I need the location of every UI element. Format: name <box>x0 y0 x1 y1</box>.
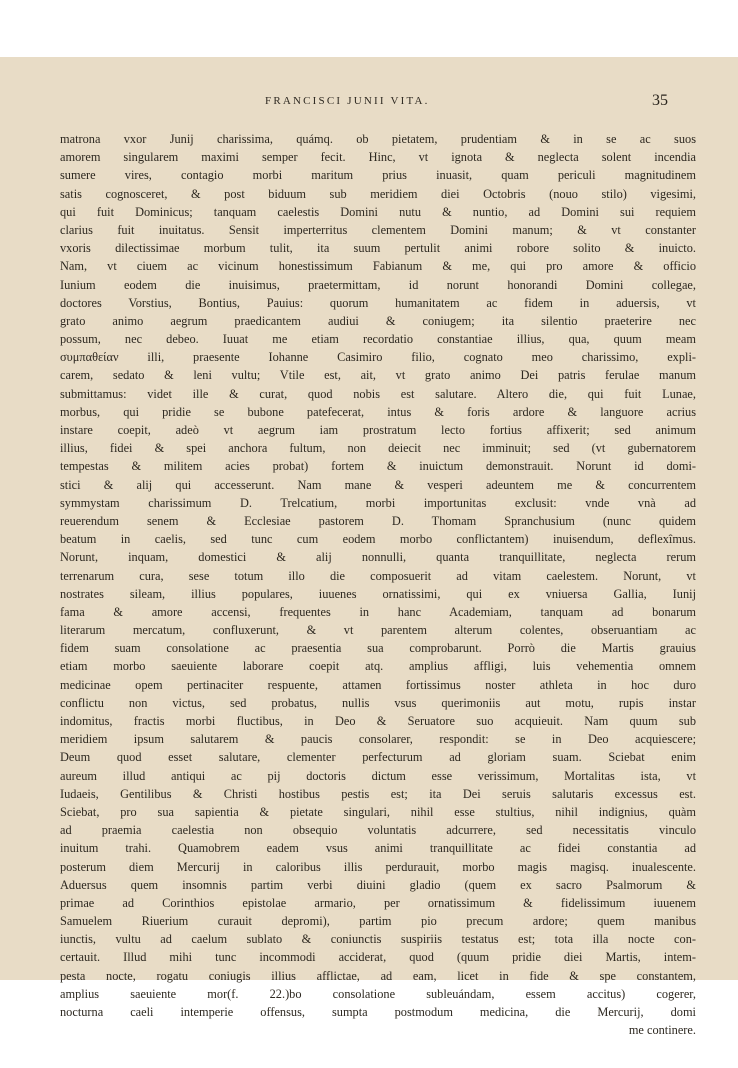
text-line: Iunium eodem die inuisimus, praetermittam, id norunt honorandi Domini collegae, <box>60 277 696 292</box>
text-line: Iudaeis, Gentilibus & Christi hostibus pestis est; ita Dei seruis salutaris excessus est. <box>60 786 696 801</box>
text-line: συμπαθείαν illi, praesente Iohanne Casimiro filio, cognato meo charissimo, expli- <box>60 350 696 365</box>
text-line: submittamus: videt ille & curat, quod nobis est salutare. Altero die, qui fuit Lunae, <box>60 386 696 401</box>
text-line: stici & alij qui accesserunt. Nam mane & vesperi adeuntem me & concurrentem <box>60 477 696 492</box>
text-line: Norunt, inquam, domestici & alij nonnulli, quanta tranquillitate, neglecta rerum <box>60 550 696 565</box>
text-line: inuitum trahi. Quamobrem eadem vsus animi tranquillitate ac fidei constantia ad <box>60 841 696 856</box>
text-line: terrenarum cura, sese totum illo die composuerit ad vitam caelestem. Norunt, vt <box>60 568 696 583</box>
text-line: posterum diem Mercurij in caloribus illis perdurauit, morbo magis magisq. inualescente. <box>60 859 696 874</box>
text-line: amorem singularem maximi semper fecit. Hinc, vt ignota & neglecta solent incendia <box>60 150 696 165</box>
text-line: amplius saeuiente mor(f. 22.)bo consolatione subleuándam, essem accitus) cogerer, <box>60 986 696 1001</box>
text-line: carem, sedato & leni vultu; Vtile est, ait, vt grato animo Dei patris ferulae manum <box>60 368 696 383</box>
running-title: FRANCISCI JUNII VITA. <box>265 95 430 107</box>
text-line: meridiem ipsum salutarem & paucis consolarer, respondit: se in Deo acquiescere; <box>60 732 696 747</box>
text-line: me continere. <box>628 1023 696 1038</box>
text-line: matrona vxor Junij charissima, quámq. ob pietatem, prudentiam & in se ac suos <box>60 132 696 146</box>
text-line: reuerendum senem & Ecclesiae pastorem D. Thomam Spranchusium (nunc quidem <box>60 513 696 528</box>
page-header <box>0 92 738 115</box>
text-line: illius, fidei & spei anchora fultum, non deiecit nec imminuit; sed (vt gubernatorem <box>60 441 696 456</box>
text-line: grato animo aegrum praedicantem audiui & coniugem; ita silentio praeterire nec <box>60 313 696 328</box>
text-line: iunctis, vultu ad caelum sublato & coniunctis suspiriis testatus est; tota illa nocte con- <box>60 932 696 947</box>
text-line: Deum quod esset salutare, clementer perfecturum ad gloriam suam. Sciebat enim <box>60 750 696 765</box>
text-line: instare coepit, adeò vt aegrum iam prostratum lecto fortius affixerit; sed animum <box>60 423 696 437</box>
text-line: fama & amore accensi, frequentes in hanc Academiam, tanquam ad bonarum <box>60 604 696 619</box>
text-line: literarum mercatum, confluxerunt, & vt parentem alterum colentes, obseruantiam ac <box>60 623 696 638</box>
text-line: nostrates sileam, illius populares, iuuenes ornatissimi, qui ex vniuersa Gallia, Iunij <box>60 586 696 601</box>
text-line: Sciebat, pro sua sapientia & pietate singulari, nihil esse stultius, nihil indignius, quàm <box>60 804 696 819</box>
text-line: aureum illud antiqui ac pij doctoris dictum esse verissimum, Mortalitas ista, vt <box>60 768 696 783</box>
text-line: clarius fuit inuitatus. Sensit imperterritus clementem Domini manum; & vt constanter <box>60 222 696 237</box>
text-line: fidem suam consolatione ac praesentia sua comprobarunt. Porrò die Martis grauius <box>60 641 696 656</box>
text-line: certauit. Illud mihi tunc incommodi acciderat, quod (quum pridie diei Martis, intem- <box>60 950 696 965</box>
page-number: 35 <box>652 92 668 109</box>
text-line: beatum in caelis, sed tunc cum eodem morbo conflictantem) inuisendum, deflexîmus. <box>60 532 696 547</box>
text-line: morbus, qui pridie se bubone patefecerat, intus & foris ardore & languore acrius <box>60 404 696 419</box>
text-line: sumere vires, contagio morbi maritum prius inuasit, quam periculi magnitudinem <box>60 168 696 183</box>
text-line: etiam morbo saeuiente laborare coepit atq. amplius affligi, luis vehementia omnem <box>60 659 696 674</box>
text-line: possum, nec debeo. Iuuat me etiam recordatio constantiae illius, qua, quum meam <box>60 332 696 347</box>
text-line: symmystam charissimum D. Trelcatium, morbi importunitas exclusit: vnde vnà ad <box>60 495 696 510</box>
text-line: ad praemia caelestia non obsequio voluntatis adcurrere, sed necessitatis vinculo <box>60 823 696 838</box>
text-line: doctores Vorstius, Bontius, Pauius: quorum humanitatem ac fidem in aduersis, vt <box>60 295 696 310</box>
text-line: satis cognosceret, & post biduum sub meridiem diei Octobris (nouo stilo) vigesimi, <box>60 186 696 201</box>
text-line: vxoris dilectissimae morbum tulit, ita suum pertulit animi robore solito & inuicto. <box>60 241 696 256</box>
text-line: Aduersus quem insomnis partim verbi diuini gladio (quem ex sacro Psalmorum & <box>60 877 696 892</box>
text-line: Samuelem Riuerium curauit depromi), partim pio precum ardore; quem manibus <box>60 914 696 929</box>
text-line: medicinae opem pertinaciter respuente, attamen fortissimus noster athleta in hoc duro <box>60 677 696 692</box>
text-line: indomitus, fractis morbi fluctibus, in Deo & Seruatore suo acquieuit. Nam quum sub <box>60 714 696 728</box>
body-text <box>60 130 696 1039</box>
text-line: tempestas & militem acies probat) fortem & inuictum demonstrauit. Norunt id domi- <box>60 459 696 474</box>
text-line: pesta nocte, rogatu coniugis illius afflictae, ad eam, licet in fide & spe constantem, <box>60 968 696 983</box>
text-line: nocturna caeli intemperie offensus, sumpta postmodum medicina, die Mercurij, domi <box>60 1005 696 1019</box>
text-line: Nam, vt ciuem ac vicinum honestissimum Fabianum & me, qui pro amore & officio <box>60 259 696 274</box>
text-line: primae ad Corinthios epistolae armario, per ornatissimum & fidelissimum iuuenem <box>60 895 696 910</box>
text-line: conflictu non victus, sed probatus, nullis vsus querimoniis aut motu, rupis instar <box>60 695 696 710</box>
text-line: qui fuit Dominicus; tanquam caelestis Domini nutu & nuntio, ad Domini sui requiem <box>60 204 696 219</box>
